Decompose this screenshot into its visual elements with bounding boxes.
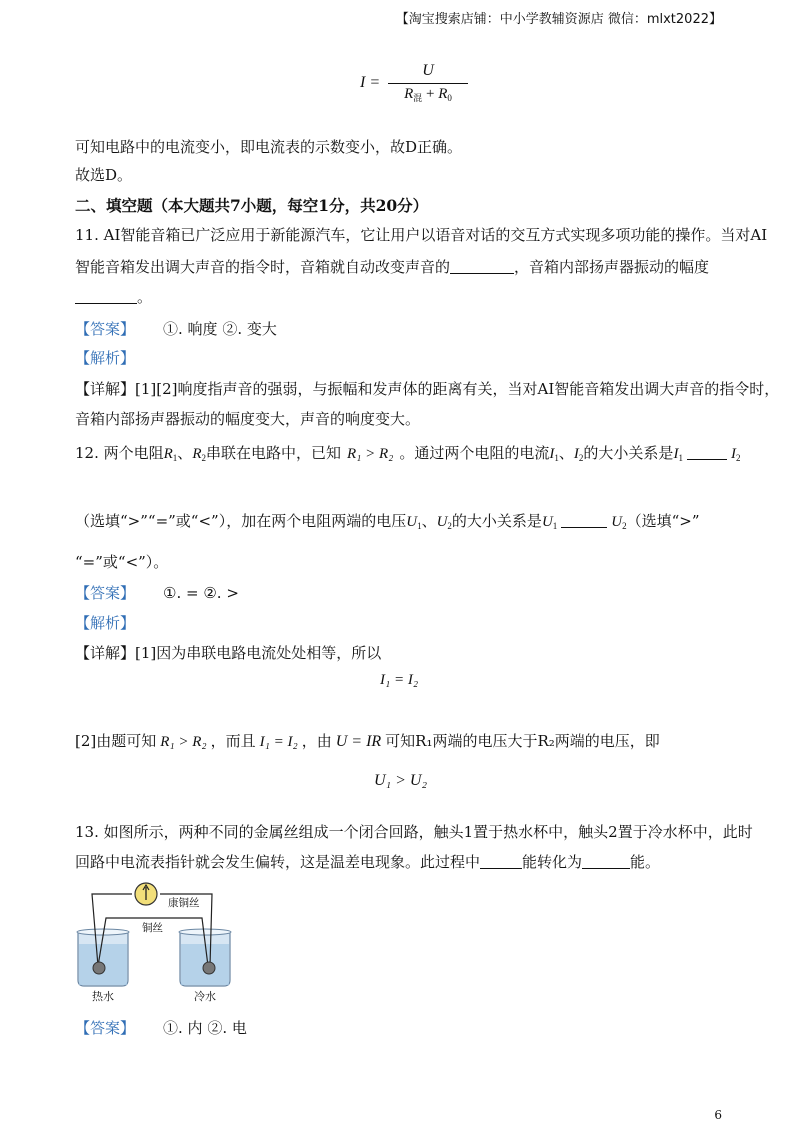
i1-symbol [549, 446, 559, 462]
q11-line3 [75, 286, 152, 307]
q11-analysis-label: 【解析】 [75, 349, 136, 367]
q13-line2 [75, 851, 660, 872]
detail2-condition: R₁ > R₂ [160, 734, 207, 750]
formula-lhs: I = [360, 74, 381, 91]
thermocouple-figure [70, 876, 240, 1006]
i1-symbol-b [673, 446, 683, 462]
page-header: 【淘宝搜索店铺：中小学教辅资源店 微信：mlxt2022】 [395, 12, 722, 27]
hot-water-label: 热水 [92, 990, 114, 1003]
i2-letter-b: I [730, 446, 736, 462]
den-r0-sub: 0 [447, 93, 452, 103]
constantan-label: 康铜丝 [168, 897, 200, 909]
q12-line3: “=”或“<”）。 [75, 553, 169, 571]
i1-sub-b: 1 [678, 453, 683, 463]
r2-letter: R [192, 446, 202, 462]
q12-line2-text-a: （选填“>”“=”或“<”），加在两个电阻两端的电压 [75, 512, 407, 530]
q12-sep3: 、 [421, 512, 437, 530]
u1-letter: U [406, 514, 418, 530]
r2-symbol [192, 446, 206, 462]
hot-probe [93, 962, 105, 974]
detail2-equation: I₁ = I₂ [259, 734, 298, 750]
q12-mid1: 串联在电路中，已知 [205, 444, 341, 462]
u2-symbol [437, 514, 452, 530]
ammeter-icon [135, 883, 157, 905]
q12-equation-2: U₁ > U₂ [374, 772, 428, 789]
q12-line2-text-c: （选填“>” [626, 512, 700, 530]
page-number: 6 [714, 1108, 722, 1122]
answer-text: ①. 响度 ②. 变大 [163, 320, 277, 338]
q12-answer [75, 582, 239, 603]
q12-line2 [75, 510, 700, 531]
i1-sub: 1 [554, 453, 559, 463]
den-plus: + [422, 86, 439, 102]
q12-mid2: 。通过两个电阻的电流 [399, 444, 550, 462]
i2-symbol-b [731, 446, 741, 462]
i2-sub-b: 2 [735, 453, 741, 463]
answer-label: 【答案】 [75, 320, 136, 338]
detail-label: 【详解】 [75, 380, 136, 398]
q12-sep2: 、 [558, 444, 574, 462]
ohms-law: U = IR [335, 733, 382, 750]
r2-sub: 2 [201, 453, 206, 463]
fraction-bar [388, 83, 468, 84]
q12-blank-2 [561, 513, 607, 528]
q12-mid3: 的大小关系是 [583, 444, 674, 462]
q12-prefix: 12. 两个电阻 [75, 444, 164, 462]
formula-denominator [388, 86, 468, 104]
q12-line1 [75, 442, 740, 463]
q13-blank-2 [582, 854, 630, 869]
q11-line1: 11. AI智能音箱已广泛应用于新能源汽车，它让用户以语音对话的交互方式实现多项功能的操作。当对AI [75, 226, 768, 244]
u2-sub-b: 2 [622, 521, 627, 531]
i1-letter-b: I [673, 446, 679, 462]
q11-detail-line1 [75, 378, 779, 399]
q11-answer [75, 318, 277, 339]
detail-text: [1]因为串联电路电流处处相等，所以 [135, 644, 382, 662]
cold-water-label: 冷水 [194, 990, 216, 1003]
q11-line2-text-a: 智能音箱发出调大声音的指令时，音箱就自动改变声音的 [75, 258, 451, 276]
den-r: R [404, 86, 414, 102]
prev-answer-line2: 故选D。 [75, 166, 133, 184]
q12-line2-text-b: 的大小关系是 [451, 512, 542, 530]
answer-text: ①. = ②. > [163, 584, 239, 602]
q12-analysis-label: 【解析】 [75, 614, 136, 632]
i2-sub: 2 [578, 453, 584, 463]
u2-letter: U [436, 514, 448, 530]
detail-label: 【详解】 [75, 644, 136, 662]
u2-sub: 2 [447, 521, 452, 531]
u1-sub: 1 [417, 521, 422, 531]
copper-label: 铜丝 [142, 922, 163, 934]
section-title: 二、填空题（本大题共7小题，每空1分，共20分） [75, 196, 429, 215]
q12-condition: R₁ > R₂ [347, 446, 394, 462]
r1-sub: 1 [172, 453, 178, 463]
u1-letter-b: U [541, 514, 553, 530]
q13-line2-text-a: 回路中电流表指针就会发生偏转，这是温差电现象。此过程中 [75, 853, 481, 871]
q11-line2-text-b: ，音箱内部扬声器振动的幅度 [514, 258, 710, 276]
den-r-sub: 混 [413, 93, 423, 103]
formula-numerator: U [422, 62, 434, 79]
u2-letter-b: U [611, 514, 623, 530]
answer-text: ①. 内 ②. 电 [163, 1019, 247, 1037]
answer-label: 【答案】 [75, 584, 136, 602]
q13-line2-text-c: 能。 [630, 853, 661, 871]
q12-detail-line2 [75, 730, 660, 751]
q13-line1: 13. 如图所示，两种不同的金属丝组成一个闭合回路，触头1置于热水杯中，触头2置于冷水杯中，此时 [75, 823, 753, 841]
q11-detail-line2: 音箱内部扬声器振动的幅度变大，声音的响度变大。 [75, 410, 421, 428]
detail2-text-c: ，由 [301, 732, 332, 750]
i2-symbol [574, 446, 584, 462]
detail2-text-b: ，而且 [210, 732, 256, 750]
i2-letter: I [573, 446, 579, 462]
q11-line2 [75, 256, 709, 277]
cold-probe [203, 962, 215, 974]
r1-letter: R [163, 446, 173, 462]
i1-letter: I [549, 446, 555, 462]
q13-answer [75, 1017, 247, 1038]
q12-equation-1: I₁ = I₂ [380, 672, 419, 688]
detail2-text-d: 可知R₁两端的电压大于R₂两端的电压，即 [385, 732, 660, 750]
detail-text: [1][2]响度指声音的强弱，与振幅和发声体的距离有关，当对AI智能音箱发出调大声音的指令时， [135, 380, 780, 398]
q13-line2-text-b: 能转化为 [522, 853, 583, 871]
u1-sub-b: 1 [552, 521, 558, 531]
q11-line3-text: 。 [137, 288, 153, 306]
current-formula [360, 62, 480, 106]
answer-label: 【答案】 [75, 1019, 136, 1037]
q13-blank-1 [480, 854, 522, 869]
u1-symbol-b [542, 514, 557, 530]
prev-answer-line1: 可知电路中的电流变小，即电流表的示数变小，故D正确。 [75, 138, 463, 156]
q12-detail-line1 [75, 642, 381, 663]
u1-symbol [406, 514, 421, 530]
den-r0: R [438, 86, 448, 102]
detail2-text-a: [2]由题可知 [75, 732, 157, 750]
u2-symbol-b [611, 514, 626, 530]
r1-symbol [164, 446, 178, 462]
q12-blank-1 [687, 445, 727, 460]
q11-blank-2 [75, 289, 137, 304]
q11-blank-1 [450, 259, 514, 274]
q12-sep1: 、 [177, 444, 193, 462]
